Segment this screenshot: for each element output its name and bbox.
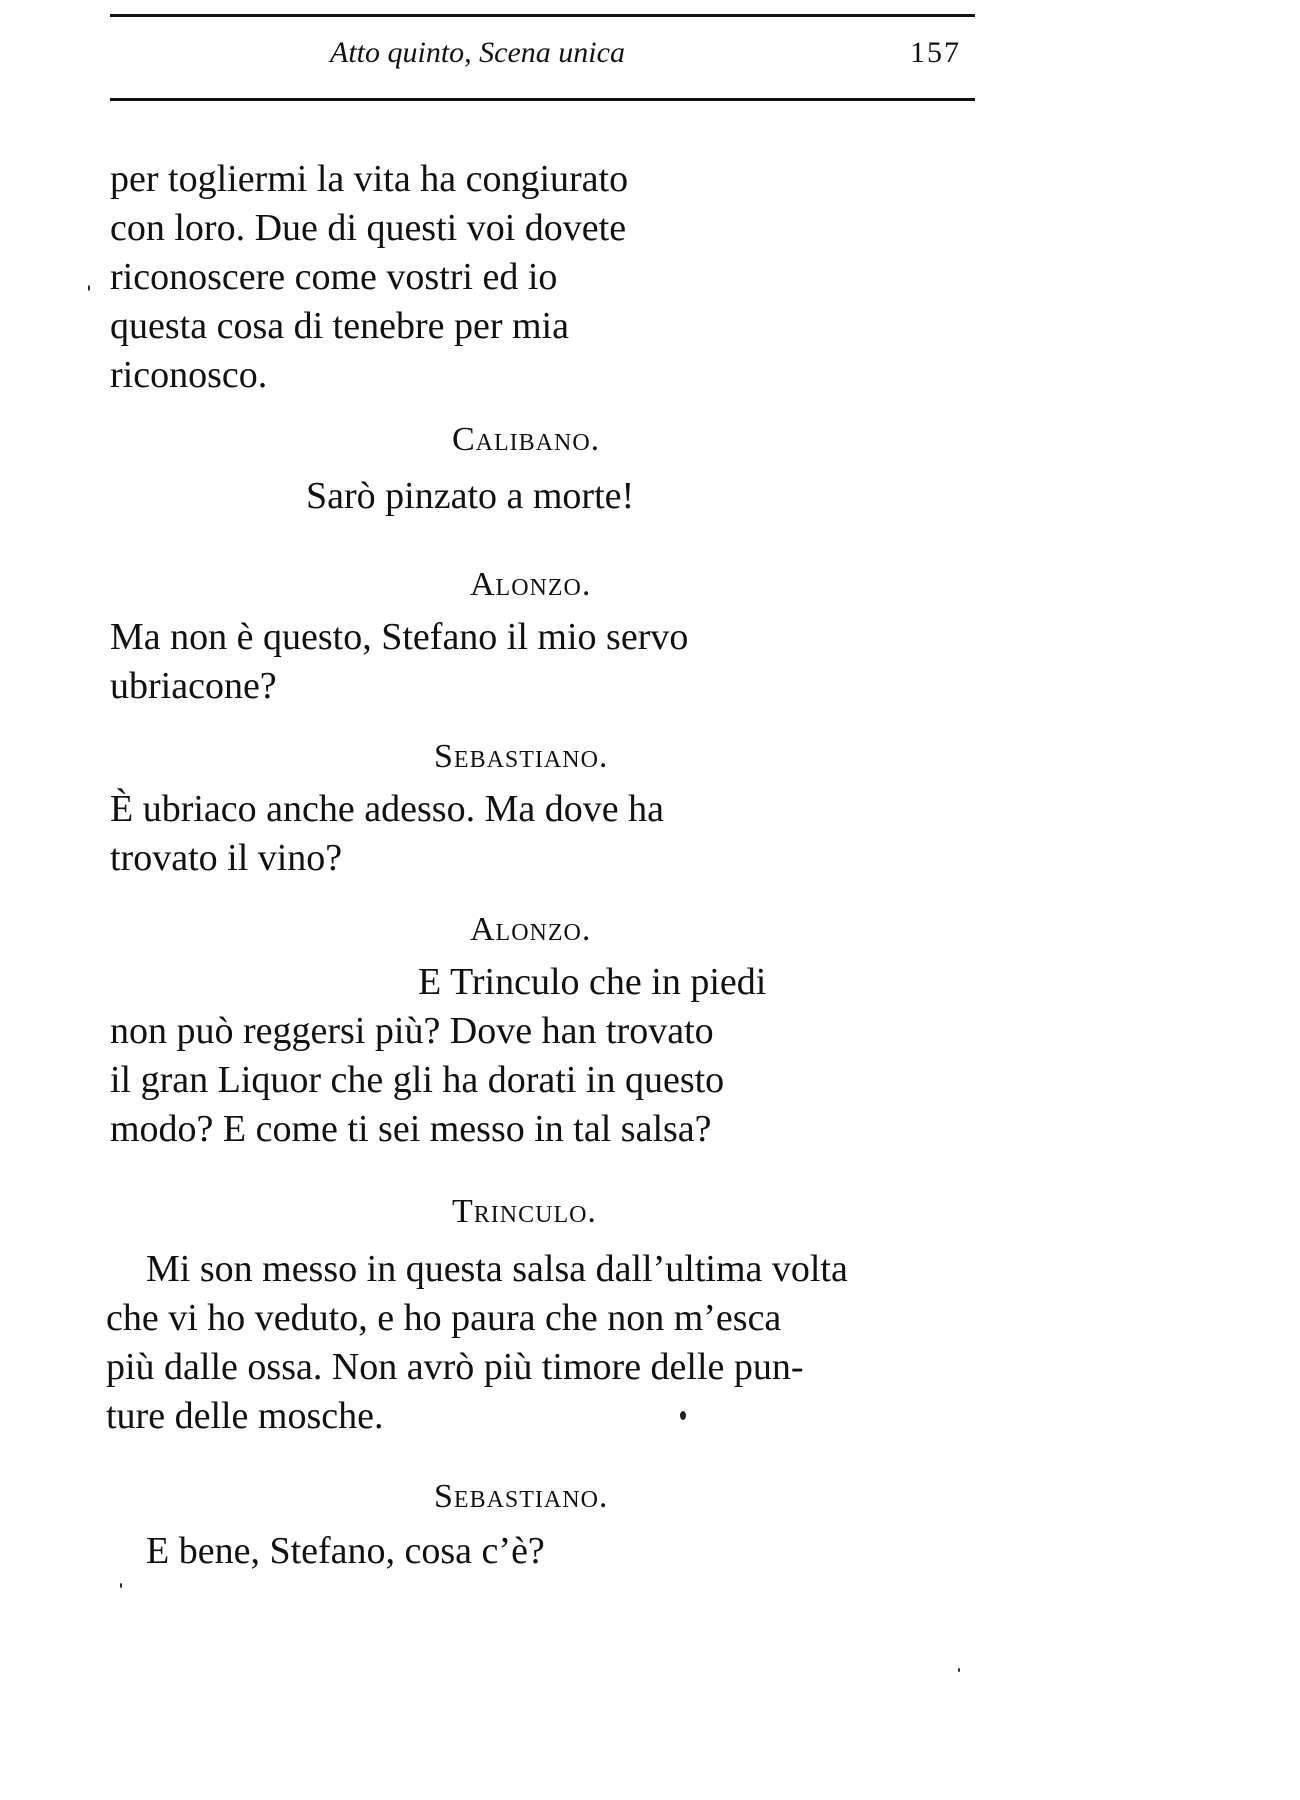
text-line: il gran Liquor che gli ha dorati in questo	[110, 1059, 725, 1101]
page-number: 157	[910, 36, 961, 69]
text-line: ubriacone?	[110, 665, 277, 707]
text-line: non può reggersi più? Dove han trovato	[110, 1010, 714, 1052]
text-line: modo? E come ti sei messo in tal salsa?	[110, 1108, 712, 1150]
text-line: per togliermi la vita ha congiurato	[110, 158, 629, 200]
text-line: che vi ho veduto, e ho paura che non m’esca	[106, 1297, 782, 1339]
text-line: E bene, Stefano, cosa c’è?	[146, 1530, 545, 1572]
ink-speck	[958, 1668, 960, 1672]
text-line: più dalle ossa. Non avrò più timore delle pun-	[106, 1346, 804, 1388]
header-bottom-rule	[110, 98, 975, 101]
header-top-rule	[110, 14, 975, 17]
text-line: trovato il vino?	[110, 837, 343, 879]
speaker-name: Alonzo.	[470, 566, 592, 603]
text-line: riconoscere come vostri ed io	[110, 256, 558, 298]
ink-speck	[120, 1583, 122, 1588]
text-line: con loro. Due di questi voi dovete	[110, 207, 627, 249]
ink-speck	[680, 1411, 686, 1420]
text-line: Sarò pinzato a morte!	[306, 475, 635, 517]
text-line: riconosco.	[110, 354, 268, 396]
text-line: questa cosa di tenebre per mia	[110, 305, 569, 347]
speaker-name: Trinculo.	[452, 1193, 597, 1230]
running-title: Atto quinto, Scena unica	[330, 36, 625, 69]
speaker-name: Alonzo.	[470, 911, 592, 948]
text-line: Mi son messo in questa salsa dall’ultima volta	[146, 1248, 848, 1290]
ink-speck	[88, 285, 90, 291]
speaker-name: Sebastiano.	[434, 738, 609, 775]
speaker-name: Calibano.	[452, 421, 601, 458]
text-line: E Trinculo che in piedi	[418, 961, 767, 1003]
text-line: Ma non è questo, Stefano il mio servo	[110, 616, 689, 658]
speaker-name: Sebastiano.	[434, 1478, 609, 1515]
text-line: ture delle mosche.	[106, 1395, 384, 1437]
text-line: È ubriaco anche adesso. Ma dove ha	[110, 788, 664, 830]
